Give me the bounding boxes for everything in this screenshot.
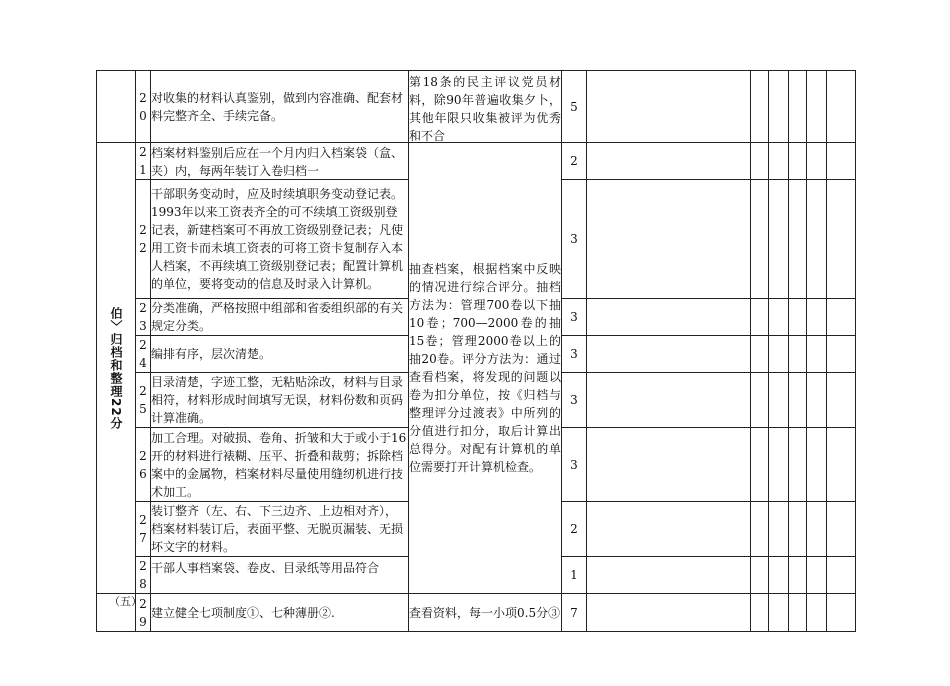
blank-cell <box>769 336 789 373</box>
item-score: 3 <box>562 180 587 299</box>
blank-cell <box>769 373 789 428</box>
blank-cell <box>827 180 856 299</box>
blank-cell <box>807 299 827 336</box>
blank-cell <box>827 373 856 428</box>
item-number: 2 7 <box>136 502 151 557</box>
blank-cell <box>769 71 789 143</box>
blank-cell <box>789 557 807 594</box>
section-cell-empty <box>97 71 136 143</box>
blank-cell <box>789 428 807 502</box>
blank-cell <box>587 180 751 299</box>
blank-cell <box>807 502 827 557</box>
blank-cell <box>751 502 769 557</box>
blank-cell <box>827 299 856 336</box>
evaluation-method: 第18条的民主评议党员材料，除90年普遍收集夕卜，其他年限只收集被评为优秀和不合 <box>409 71 562 143</box>
blank-cell <box>827 428 856 502</box>
blank-cell <box>827 143 856 180</box>
blank-cell <box>827 557 856 594</box>
evaluation-table <box>96 70 856 632</box>
item-number: 2 9 <box>136 594 151 632</box>
evaluation-method: 查看资料，每一小项0.5分③ <box>409 594 562 632</box>
item-number: 2 0 <box>136 71 151 143</box>
item-score: 2 <box>562 502 587 557</box>
item-content: 装订整齐（左、右、下三边齐、上边相对齐），档案材料装订后，表面平整、无脱页漏装、无损坏文字的材料。 <box>151 502 409 557</box>
item-score: 7 <box>562 594 587 632</box>
item-content: 加工合理。对破损、卷角、折皱和大于或小于16开的材料进行裱糊、压平、折叠和裁剪；拆除档案中的金属物，档案材料尽量使用缝纫机进行技术加工。 <box>151 428 409 502</box>
blank-cell <box>587 71 751 143</box>
blank-cell <box>807 143 827 180</box>
evaluation-method: 抽查档案，根据档案中反映的情况进行综合评分。抽档方法为：管理700卷以下抽10卷；700—2000卷的抽15卷；管理2000卷以上的抽20卷。评分方法为：通过查看档案，将发现的问题以卷为扣分单位，按《归档与整理评分过渡表》中所列的分值进行扣分，取后计算出总得分。对配有计算机的单位需要打开计算机检查。 <box>409 143 562 594</box>
blank-cell <box>789 373 807 428</box>
item-score: 2 <box>562 143 587 180</box>
blank-cell <box>587 336 751 373</box>
blank-cell <box>807 557 827 594</box>
blank-cell <box>751 143 769 180</box>
item-score: 1 <box>562 557 587 594</box>
item-score: 3 <box>562 428 587 502</box>
item-score: 3 <box>562 373 587 428</box>
item-number: 2 3 <box>136 299 151 336</box>
item-content: 档案材料鉴别后应在一个月内归入档案袋（盒、夹）内，每两年装订入卷归档一 <box>151 143 409 180</box>
blank-cell <box>789 143 807 180</box>
blank-cell <box>587 299 751 336</box>
blank-cell <box>807 428 827 502</box>
blank-cell <box>587 594 751 632</box>
blank-cell <box>751 428 769 502</box>
blank-cell <box>587 557 751 594</box>
blank-cell <box>751 557 769 594</box>
blank-cell <box>827 502 856 557</box>
table-row <box>97 71 856 143</box>
item-content: 干部人事档案袋、卷皮、目录纸等用品符合 <box>151 557 409 594</box>
blank-cell <box>587 373 751 428</box>
item-score: 3 <box>562 336 587 373</box>
blank-cell <box>807 373 827 428</box>
blank-cell <box>769 299 789 336</box>
item-content: 目录清楚，字迹工整，无粘贴涂改，材料与目录相符，材料形成时间填写无误，材料份数和页码计算准确。 <box>151 373 409 428</box>
blank-cell <box>751 180 769 299</box>
item-number: 2 2 <box>136 180 151 299</box>
item-number: 2 1 <box>136 143 151 180</box>
blank-cell <box>789 502 807 557</box>
item-score: 5 <box>562 71 587 143</box>
item-number: 2 5 <box>136 373 151 428</box>
section-label-five: （五） <box>97 594 136 632</box>
item-score: 3 <box>562 299 587 336</box>
blank-cell <box>587 428 751 502</box>
blank-cell <box>751 71 769 143</box>
blank-cell <box>789 71 807 143</box>
blank-cell <box>827 336 856 373</box>
blank-cell <box>807 180 827 299</box>
table-row <box>97 594 856 632</box>
blank-cell <box>807 71 827 143</box>
blank-cell <box>769 502 789 557</box>
item-content: 建立健全七项制度①、七种薄册②. <box>151 594 409 632</box>
blank-cell <box>769 557 789 594</box>
section-label-archiving: 伯〉归档和整理22分 <box>97 143 136 594</box>
blank-cell <box>751 336 769 373</box>
blank-cell <box>807 336 827 373</box>
item-content: 编排有序，层次清楚。 <box>151 336 409 373</box>
blank-cell <box>789 299 807 336</box>
item-number: 2 8 <box>136 557 151 594</box>
blank-cell <box>587 143 751 180</box>
blank-cell <box>827 71 856 143</box>
blank-cell <box>769 594 789 632</box>
blank-cell <box>751 373 769 428</box>
blank-cell <box>827 594 856 632</box>
blank-cell <box>769 428 789 502</box>
blank-cell <box>807 594 827 632</box>
blank-cell <box>789 336 807 373</box>
blank-cell <box>751 594 769 632</box>
item-content: 分类准确，严格按照中组部和省委组织部的有关规定分类。 <box>151 299 409 336</box>
blank-cell <box>789 594 807 632</box>
blank-cell <box>751 299 769 336</box>
blank-cell <box>769 180 789 299</box>
blank-cell <box>587 502 751 557</box>
blank-cell <box>789 180 807 299</box>
item-content: 干部职务变动时，应及时续填职务变动登记表。1993年以来工资表齐全的可不续填工资级别登记表，新建档案可不再放工资级别登记表；凡使用工资卡而未填工资表的可将工资卡复制存入本人档案，不再续填工资级别登记表；配置计算机的单位，要将变动的信息及时录入计算机。 <box>151 180 409 299</box>
table-row <box>97 143 856 180</box>
item-number: 2 4 <box>136 336 151 373</box>
blank-cell <box>769 143 789 180</box>
item-number: 2 6 <box>136 428 151 502</box>
item-content: 对收集的材料认真鉴别，做到内容准确、配套材料完整齐全、手续完备。 <box>151 71 409 143</box>
